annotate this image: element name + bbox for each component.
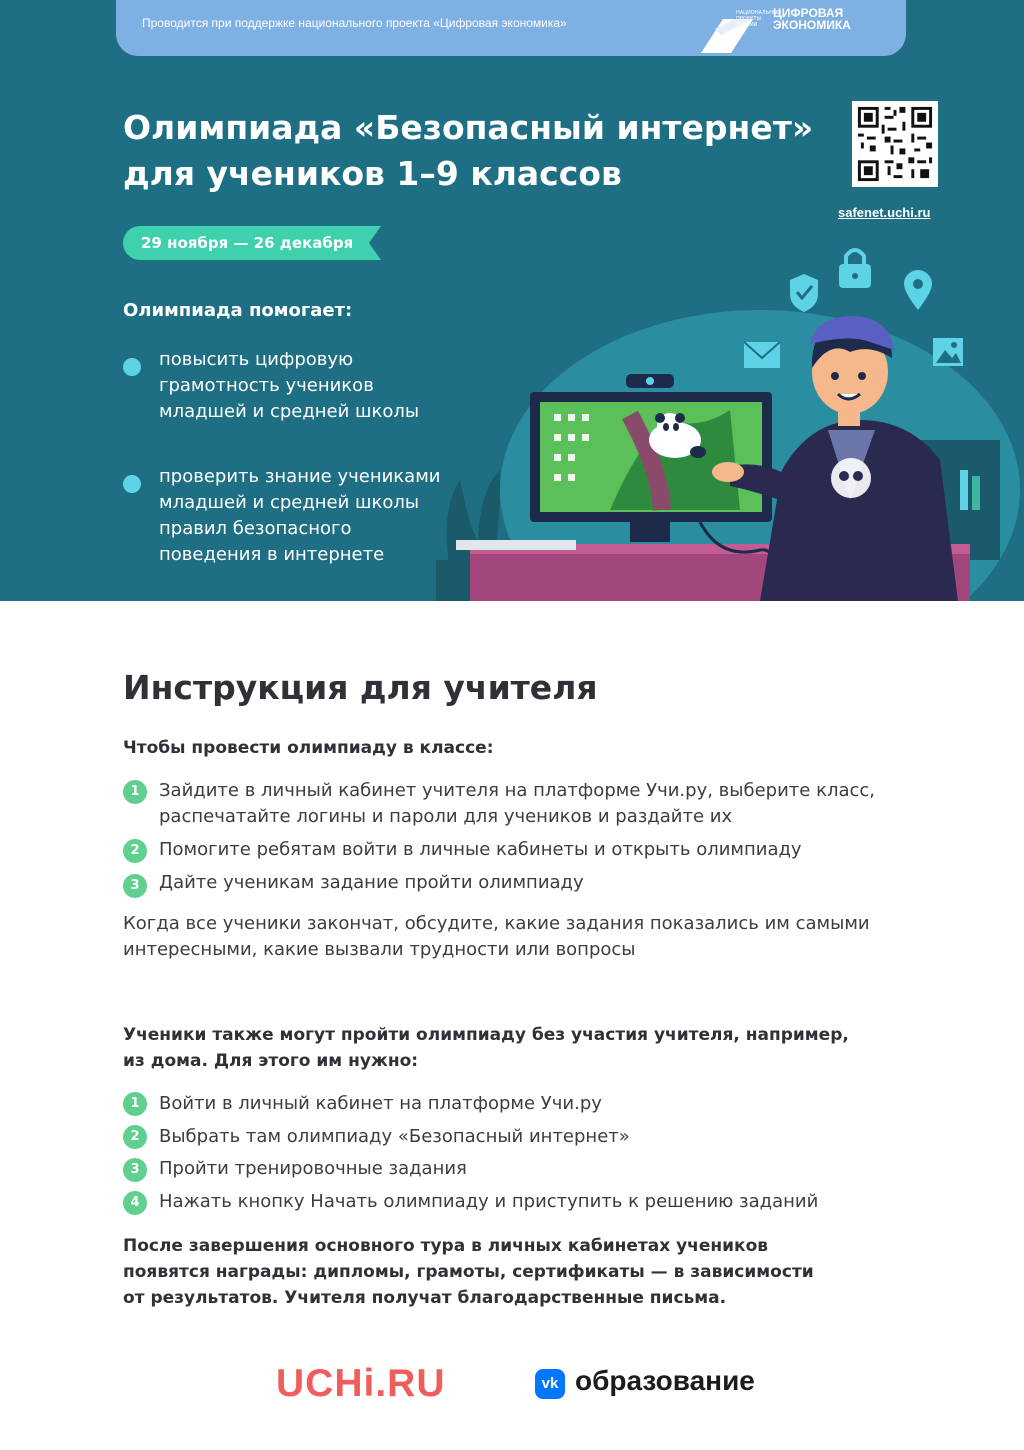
boy-at-computer-illustration xyxy=(430,240,1024,601)
home-step: Выбрать там олимпиаду «Безопасный интернет» xyxy=(159,1126,630,1147)
uchi-ru-logo: UCHi.RU xyxy=(276,1362,446,1405)
home-step: Войти в личный кабинет на платформе Учи.ру xyxy=(159,1093,602,1114)
date-range: 29 ноября — 26 декабря xyxy=(141,234,354,252)
step-number-badge: 2 xyxy=(123,839,147,863)
final-line: появятся награды: дипломы, грамоты, сертификаты — в зависимости xyxy=(123,1262,814,1282)
national-projects-label: НАЦИОНАЛЬНЫЕ ПРОЕКТЫ РОССИИ xyxy=(736,10,781,28)
digital-economy-label xyxy=(773,7,851,31)
step-number-badge: 2 xyxy=(123,1125,147,1149)
vk-education-logo-text: образование xyxy=(575,1365,755,1396)
para-line: Когда все ученики закончат, обсудите, какие задания показались им самыми xyxy=(123,913,870,934)
qr-code-icon xyxy=(852,101,938,187)
ce-line2: ЭКОНОМИКА xyxy=(773,18,851,32)
final-line: от результатов. Учителя получат благодарственные письма. xyxy=(123,1288,727,1308)
step-line: распечатайте логины и пароли для учеников и раздайте их xyxy=(159,806,733,827)
bullet-line: грамотность учеников xyxy=(159,375,374,396)
bullet-line: поведения в интернете xyxy=(159,544,385,565)
ce-line1: ЦИФРОВАЯ xyxy=(773,6,844,20)
step-number-badge: 1 xyxy=(123,1092,147,1116)
class-heading: Чтобы провести олимпиаду в классе: xyxy=(123,738,494,758)
mail-icon xyxy=(744,342,780,368)
safenet-link[interactable]: safenet.uchi.ru xyxy=(838,205,931,220)
bullet-line: правил безопасного xyxy=(159,518,352,539)
home-line: Ученики также могут пройти олимпиаду без участия учителя, например, xyxy=(123,1025,849,1045)
step-number-badge: 3 xyxy=(123,874,147,898)
bullet-line: младшей и средней школы xyxy=(159,401,420,422)
image-icon xyxy=(933,338,963,366)
bullet-dot xyxy=(123,475,141,493)
final-line: После завершения основного тура в личных кабинетах учеников xyxy=(123,1236,769,1256)
class-step: Дайте ученикам задание пройти олимпиаду xyxy=(159,872,584,893)
class-step xyxy=(159,778,899,830)
home-step: Пройти тренировочные задания xyxy=(159,1158,467,1179)
title-line1: Олимпиада «Безопасный интернет» xyxy=(123,108,814,147)
vk-logo-icon: vk xyxy=(535,1369,565,1399)
location-pin-icon xyxy=(904,270,932,310)
lock-icon xyxy=(839,250,871,288)
title-line2: для учеников 1–9 классов xyxy=(123,154,622,193)
bullet-line: повысить цифровую xyxy=(159,349,354,370)
para-line: интересными, какие вызвали трудности или вопросы xyxy=(123,939,636,960)
home-step: Нажать кнопку Начать олимпиаду и приступить к решению заданий xyxy=(159,1191,819,1212)
final-paragraph xyxy=(123,1233,883,1311)
support-text: Проводится при поддержке национального проекта «Цифровая экономика» xyxy=(142,16,567,30)
helps-heading: Олимпиада помогает: xyxy=(123,300,353,321)
hero-banner xyxy=(0,0,1024,601)
step-number-badge: 3 xyxy=(123,1158,147,1182)
instructions-heading: Инструкция для учителя xyxy=(123,668,598,707)
step-number-badge: 1 xyxy=(123,780,147,804)
step-line: Зайдите в личный кабинет учителя на платформе Учи.ру, выберите класс, xyxy=(159,780,875,801)
shield-icon xyxy=(790,274,818,312)
class-step: Помогите ребятам войти в личные кабинеты и открыть олимпиаду xyxy=(159,839,802,860)
home-line: из дома. Для этого им нужно: xyxy=(123,1051,419,1071)
step-number-badge: 4 xyxy=(123,1191,147,1215)
bullet-line: младшей и средней школы xyxy=(159,492,420,513)
home-heading xyxy=(123,1022,849,1074)
bullet-dot xyxy=(123,358,141,376)
bullet-line: проверить знание учениками xyxy=(159,466,441,487)
after-paragraph xyxy=(123,911,883,963)
page-title xyxy=(123,105,813,197)
support-bar xyxy=(116,0,906,56)
